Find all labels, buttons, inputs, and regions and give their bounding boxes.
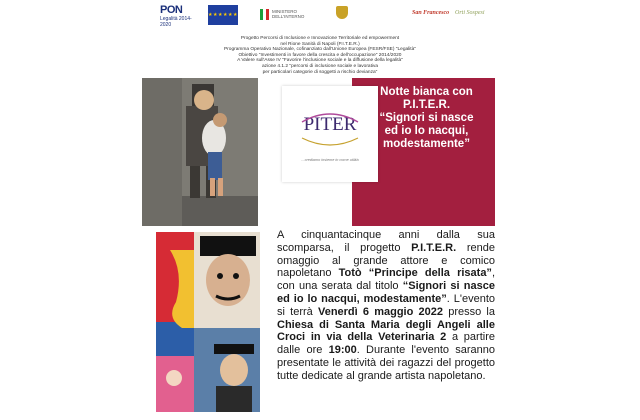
crest-icon [336,6,348,19]
italy-flag-icon [260,9,269,20]
eu-flag-logo [208,5,238,25]
headline-line: “Signori si nasce [379,112,474,124]
partner-logos [150,4,490,28]
event-date: Venerdì 6 maggio 2022 [317,305,444,318]
street-mural-photo [142,78,258,226]
article-text: A cinquantacinque anni dalla sua scomparsa, il progetto [277,229,495,254]
eu-stars-icon: ★★★★★★ [208,12,238,18]
article-text: . L'evento si terrà [277,292,495,318]
intro-line: Obiettivo "Investimenti in favore della crescita e dell'occupazione" 2014/2020 [238,52,402,58]
intro-line: nel Rione Sanità di Napoli (P.I.T.E.R.) [280,41,360,47]
event-banner [142,78,495,226]
pon-legalita-logo [160,4,200,28]
pon-mark: PON [160,4,183,16]
honoree-name: Totò “Principe della risata” [338,267,492,280]
project-name: P.I.T.E.R. [411,241,457,254]
pon-sub: Legalità 2014-2020 [160,16,192,28]
ministry-logo [260,7,320,23]
event-time: 19:00 [328,344,357,357]
article-text: rende omaggio al grande attore e comico napoletano [277,241,495,280]
piter-logo-card [282,86,378,182]
event-article [277,229,495,383]
headline-line: ed io lo nacqui, [384,125,469,137]
intro-line: Programma Operativo Nazionale, cofinanziato dall'Unione Europea (FESR/FSE) "Legalità" [223,47,417,53]
intro-line: Progetto Percorsi di Inclusione e Innovazione Territoriale ed empowerment [240,36,400,41]
headline-line: P.I.T.E.R. [402,99,451,111]
region-crest-logo [333,6,351,24]
san-francesco-logo: San Francesco [412,10,450,16]
toto-painting-image [156,232,260,412]
article-text: presso la [443,305,495,318]
piter-tagline: ...crediamo insieme in come utilità [301,158,359,162]
headline-line: Notte bianca con [380,86,473,98]
project-intro [175,36,465,75]
toto-painting [156,232,260,412]
article-text: , con una serata dal titolo [277,267,495,293]
event-venue: Chiesa di Santa Maria degli Angeli alle Croci in via della Veterinaria 2 [277,318,495,344]
ministry-name: MINISTERO DELL'INTERNO [272,9,305,19]
piter-logo-text: PITER [303,114,357,135]
article-text: a partire dalle ore [277,331,495,357]
event-headline [364,86,489,151]
headline-line: modestamente” [383,138,470,150]
article-text: . Durante l'evento saranno presentate le attività dei ragazzi del progetto tutte dedicate al grande artista napoletano. [277,344,495,382]
piter-logo-icon [296,108,364,152]
orti-sospesi-logo: Orti Sospesi [455,10,485,16]
mural-photo-image [142,78,258,226]
intro-line: per particolari categorie di soggetti a rischio devianza" [262,69,378,75]
event-title: “Signori si nasce ed io lo nacqui, modestamente” [277,280,495,305]
intro-line: A Valere sull'Asse IV "Favorire l'inclusione sociale e la diffusione della legalità" [237,58,403,64]
intro-line: azione 4.1.2 "percorsi di inclusione sociale e lavorativa [261,63,379,69]
